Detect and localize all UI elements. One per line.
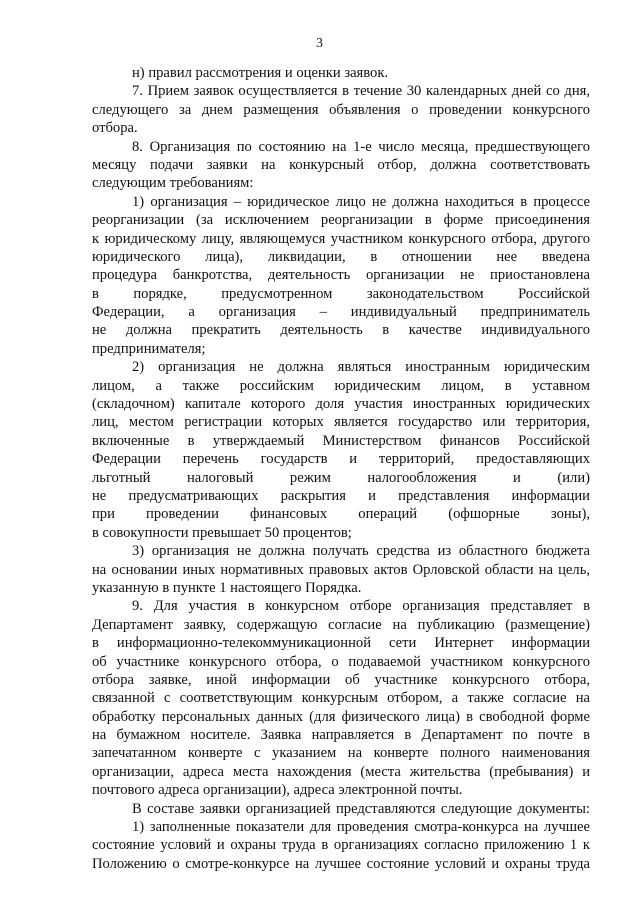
text-line: следующего за днем размещения объявления о проведении конкурсного: [92, 101, 590, 118]
text-line: Департамент заявку, содержащую согласие на публикацию (размещение): [92, 616, 590, 633]
text-line: 7. Прием заявок осуществляется в течение 30 календарных дней со дня,: [132, 83, 590, 100]
text-line: Положению о смотре-конкурсе на лучшее состояние условий и охраны труда: [92, 855, 590, 872]
text-line: на основании иных нормативных правовых актов Орловской области на цель,: [92, 561, 590, 578]
text-line: 3) организация не должна получать средства из областного бюджета: [132, 543, 590, 560]
text-line: отбора.: [92, 120, 138, 137]
text-line: реорганизации (за исключением реорганизации в форме присоединения: [92, 212, 590, 229]
text-line: в информационно-телекоммуникационной сети Интернет информации: [92, 635, 590, 652]
text-line: юридического лица), ликвидации, в отношении нее введена: [92, 248, 590, 265]
text-line: 2) организация не должна являться иностранным юридическим: [132, 359, 590, 376]
text-line: в совокупности превышает 50 процентов;: [92, 524, 352, 541]
text-line: не должна прекратить деятельность в качестве индивидуального: [92, 322, 590, 339]
text-line: Федерации, а организация – индивидуальный предприниматель: [92, 304, 590, 321]
text-line: об участнике конкурсного отбора, о подаваемой участником конкурсного: [92, 653, 590, 670]
text-line: лицом, а также российским юридическим лицом, в уставном: [92, 377, 590, 394]
text-line: включенные в утверждаемый Министерством финансов Российской: [92, 432, 590, 449]
text-line: Федерации перечень государств и территорий, предоставляющих: [92, 451, 590, 468]
text-line: предпринимателя;: [92, 340, 206, 357]
text-line: связанной с соответствующим конкурсным отбором, а также согласие на: [92, 690, 590, 707]
text-line: не предусматривающих раскрытия и представления информации: [92, 487, 590, 504]
text-line: обработку персональных данных (для физического лица) в свободной форме: [92, 708, 590, 725]
text-line: 1) заполненные показатели для проведения смотра-конкурса на лучшее: [132, 819, 590, 836]
text-line: льготный налоговый режим налогообложения и (или): [92, 469, 590, 486]
text-line: процедура банкротства, деятельность организации не приостановлена: [92, 267, 590, 284]
text-line: к юридическому лицу, являющемуся участником конкурсного отбора, другого: [92, 230, 590, 247]
text-line: (складочном) капитале которого доля участия иностранных юридических: [92, 396, 590, 413]
text-line: н) правил рассмотрения и оценки заявок.: [132, 65, 389, 81]
text-line: запечатанном конверте с указанием на конверте полного наименования: [92, 745, 590, 762]
document-body: [92, 64, 590, 873]
text-line: почтового адреса организации), адреса электронной почты.: [92, 782, 463, 799]
text-line: 8. Организация по состоянию на 1-е число месяца, предшествующего: [132, 138, 590, 155]
text-line: при проведении финансовых операций (офшорные зоны),: [92, 506, 590, 523]
text-line: следующим требованиям:: [92, 175, 254, 192]
text-line: В составе заявки организацией представляются следующие документы:: [132, 800, 590, 817]
text-line: в порядке, предусмотренном законодательством Российской: [92, 285, 590, 302]
text-line: на бумажном носителе. Заявка направляется в Департамент по почте в: [92, 727, 590, 744]
text-line: отбора заявке, иной информации об участнике конкурсного отбора,: [92, 671, 590, 688]
text-line: 1) организация – юридическое лицо не должна находиться в процессе: [132, 193, 590, 210]
text-line: организации, адреса места нахождения (места жительства (пребывания) и: [92, 763, 590, 780]
text-line: состояние условий и охраны труда в организациях согласно приложению 1 к: [92, 837, 590, 854]
text-line: указанную в пункте 1 настоящего Порядка.: [92, 579, 362, 596]
text-line: месяцу подачи заявки на конкурсный отбор, должна соответствовать: [92, 156, 590, 173]
page-number: 3: [316, 36, 323, 51]
text-line: лиц, местом регистрации которых является государство или территория,: [92, 414, 590, 431]
text-line: 9. Для участия в конкурсном отборе организация представляет в: [132, 598, 590, 615]
